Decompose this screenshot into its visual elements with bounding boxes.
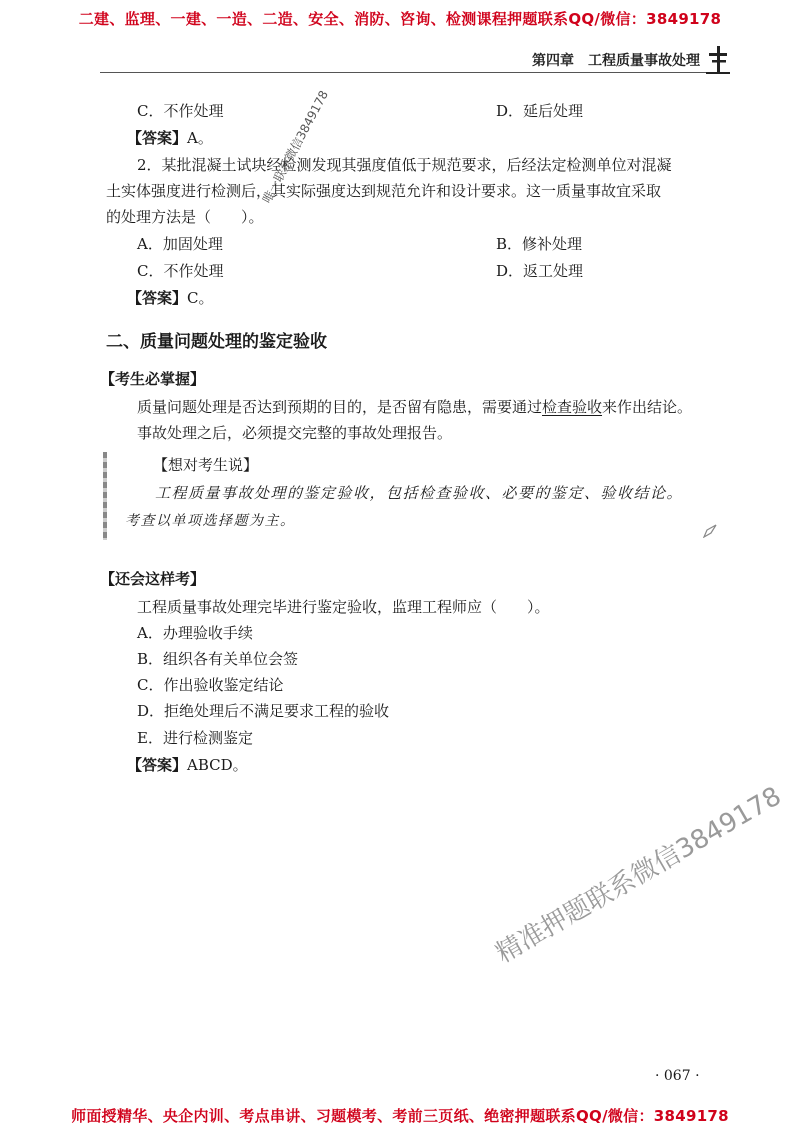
must-know-line1 <box>137 394 692 420</box>
watermark-small: 唯一联系微信3849178 <box>259 88 332 206</box>
answer-value: ABCD。 <box>187 756 248 774</box>
must-know-label: 【考生必掌握】 <box>100 370 206 388</box>
q1-answer <box>127 125 213 151</box>
answer-value: A。 <box>187 129 213 147</box>
tip-line1: 工程质量事故处理的鉴定验收，包括检查验收、必要的鉴定、验收结论。 <box>155 484 684 502</box>
chapter-title: 第四章 工程质量事故处理 <box>532 53 700 69</box>
must-know-text-end: 来作出结论。 <box>602 398 693 416</box>
tip-side-bar <box>103 452 107 540</box>
also-option-d: D．拒绝处理后不满足要求工程的验收 <box>137 702 390 720</box>
q2-option-c: C．不作处理 <box>137 262 224 280</box>
q2-stem-line1: 2．某批混凝土试块经检测发现其强度值低于规范要求，后经法定检测单位对混凝 <box>137 156 672 174</box>
watermark-large: 精准押题联系微信3849178 <box>491 781 787 970</box>
q1-option-d: D．延后处理 <box>496 102 584 120</box>
q2-option-d: D．返工处理 <box>496 262 584 280</box>
top-banner: 二建、监理、一建、一造、二造、安全、消防、咨询、检测课程押题联系QQ/微信：3849178 <box>78 10 722 28</box>
must-know-text: 质量问题处理是否达到预期的目的，是否留有隐患，需要通过 <box>137 398 543 416</box>
answer-label: 【答案】 <box>127 289 188 307</box>
must-know-keyword: 检查验收 <box>542 398 603 416</box>
also-question: 工程质量事故处理完毕进行鉴定验收，监理工程师应（ ）。 <box>137 598 550 616</box>
q2-answer <box>127 285 214 311</box>
section-title: 二、质量问题处理的鉴定验收 <box>106 332 327 352</box>
also-option-b: B．组织各有关单位会签 <box>137 650 299 668</box>
tip-title: 【想对考生说】 <box>153 456 259 474</box>
also-option-e: E．进行检测鉴定 <box>137 729 253 747</box>
q2-option-a: A．加固处理 <box>137 235 223 253</box>
q2-stem-line3: 的处理方法是（ ）。 <box>106 208 264 226</box>
running-header <box>100 44 730 74</box>
header-rule <box>100 72 710 73</box>
tip-line2: 考查以单项选择题为主。 <box>125 513 296 529</box>
answer-label: 【答案】 <box>127 129 188 147</box>
tip-box <box>103 452 718 540</box>
q2-option-b: B．修补处理 <box>496 235 583 253</box>
header-ornament-icon <box>706 44 730 76</box>
also-option-c: C．作出验收鉴定结论 <box>137 676 284 694</box>
also-option-a: A．办理验收手续 <box>137 624 253 642</box>
must-know-line2: 事故处理之后，必须提交完整的事故处理报告。 <box>137 424 453 442</box>
pencil-icon <box>703 524 717 538</box>
also-answer <box>127 752 248 778</box>
answer-value: C。 <box>187 289 214 307</box>
answer-label: 【答案】 <box>127 756 188 774</box>
q1-option-c: C．不作处理 <box>137 102 224 120</box>
page-number: · 067 · <box>655 1068 700 1084</box>
q2-stem-line2: 土实体强度进行检测后，其实际强度达到规范允许和设计要求。这一质量事故宜采取 <box>106 182 662 200</box>
also-tested-label: 【还会这样考】 <box>100 570 206 588</box>
bottom-banner: 师面授精华、央企内训、考点串讲、习题模考、考前三页纸、绝密押题联系QQ/微信：3849178 <box>71 1107 729 1125</box>
